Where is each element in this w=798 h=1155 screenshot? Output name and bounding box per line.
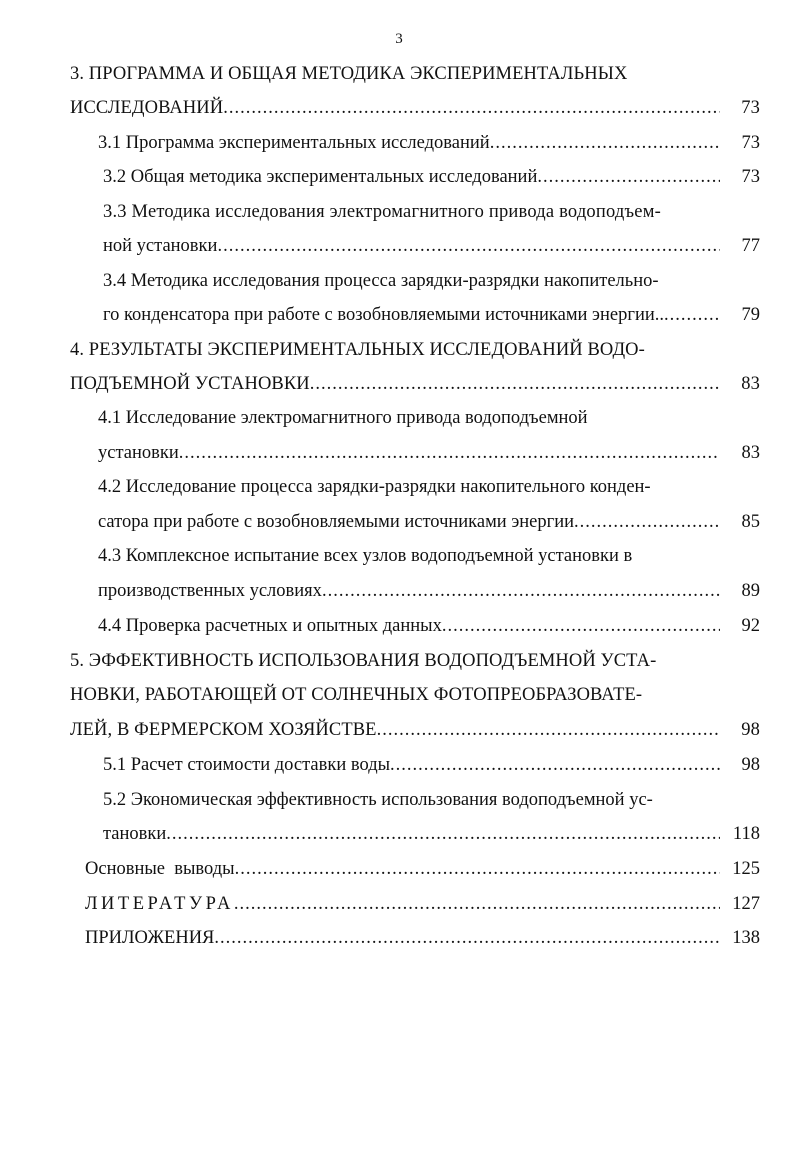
toc-entry-chapter-5[interactable] bbox=[70, 714, 760, 746]
toc-entry-text: ПРИЛОЖЕНИЯ bbox=[85, 928, 215, 948]
dot-leader bbox=[217, 230, 720, 262]
toc-entry-literature[interactable] bbox=[85, 888, 760, 920]
toc-page-number: 79 bbox=[741, 305, 760, 325]
toc-entry-4-2-title: 4.2 Исследование процесса зарядки-разрядки накопительного конден- bbox=[98, 477, 651, 497]
toc-page-number: 98 bbox=[741, 755, 760, 775]
toc-entry-appendices[interactable] bbox=[85, 922, 760, 954]
toc-entry-text: 4.4 Проверка расчетных и опытных данных bbox=[98, 616, 442, 636]
toc-entry-text: производственных условиях bbox=[98, 581, 322, 601]
dot-leader bbox=[390, 749, 720, 781]
toc-chapter-4-title: 4. РЕЗУЛЬТАТЫ ЭКСПЕРИМЕНТАЛЬНЫХ ИССЛЕДОВАНИЙ ВОДО- bbox=[70, 340, 645, 360]
toc-entry-text: ПОДЪЕМНОЙ УСТАНОВКИ bbox=[70, 374, 310, 394]
toc-entry-4-3-title: 4.3 Комплексное испытание всех узлов водоподъемной установки в bbox=[98, 546, 633, 566]
toc-page-number: 89 bbox=[741, 581, 760, 601]
toc-entry-4-1[interactable] bbox=[98, 437, 760, 469]
toc-page-number: 118 bbox=[732, 824, 760, 844]
toc-chapter-5-title: 5. ЭФФЕКТИВНОСТЬ ИСПОЛЬЗОВАНИЯ ВОДОПОДЪЕМНОЙ УСТА- bbox=[70, 651, 657, 671]
toc-page-number: 125 bbox=[732, 859, 760, 879]
toc-entry-text: ИССЛЕДОВАНИЙ bbox=[70, 98, 224, 118]
toc-entry-3-3-title: 3.3 Методика исследования электромагнитного привода водоподъем- bbox=[103, 202, 661, 222]
dot-leader bbox=[664, 299, 720, 331]
page-number: 3 bbox=[395, 31, 403, 47]
toc-entry-5-1[interactable] bbox=[103, 749, 760, 781]
toc-entry-text: сатора при работе с возобновляемыми источниками энергии bbox=[98, 512, 575, 532]
dot-leader bbox=[490, 127, 720, 159]
dot-leader bbox=[179, 437, 720, 469]
toc-page-number: 73 bbox=[741, 98, 760, 118]
dot-leader bbox=[377, 714, 720, 746]
toc-entry-text: 3.1 Программа экспериментальных исследований bbox=[98, 133, 490, 153]
toc-page-number: 127 bbox=[732, 894, 760, 914]
dot-leader bbox=[442, 610, 720, 642]
toc-page-number: 73 bbox=[741, 133, 760, 153]
toc-entry-3-4-title: 3.4 Методика исследования процесса зарядки-разрядки накопительно- bbox=[103, 271, 659, 291]
toc-entry-text: ЛЕЙ, В ФЕРМЕРСКОМ ХОЗЯЙСТВЕ bbox=[70, 720, 377, 740]
toc-entry-chapter-4[interactable] bbox=[70, 368, 760, 400]
dot-leader bbox=[537, 161, 720, 193]
dot-leader bbox=[214, 922, 720, 954]
toc-page-number: 73 bbox=[741, 167, 760, 187]
dot-leader bbox=[322, 575, 720, 607]
toc-entry-3-2[interactable] bbox=[103, 161, 760, 193]
toc-page-number: 77 bbox=[741, 236, 760, 256]
toc-chapter-5-title-cont: НОВКИ, РАБОТАЮЩЕЙ ОТ СОЛНЕЧНЫХ ФОТОПРЕОБРАЗОВАТЕ- bbox=[70, 685, 643, 705]
toc-entry-4-3[interactable] bbox=[98, 575, 760, 607]
dot-leader bbox=[166, 818, 720, 850]
toc-entry-3-4[interactable] bbox=[103, 299, 760, 331]
toc-entry-text: го конденсатора при работе с возобновляемыми источниками энергии.. bbox=[103, 305, 664, 325]
toc-chapter-3-title: 3. ПРОГРАММА И ОБЩАЯ МЕТОДИКА ЭКСПЕРИМЕНТАЛЬНЫХ bbox=[70, 64, 628, 84]
toc-page-number: 83 bbox=[741, 374, 760, 394]
toc-page-number: 98 bbox=[741, 720, 760, 740]
toc-entry-chapter-3[interactable] bbox=[70, 92, 760, 124]
toc-page-number: 83 bbox=[741, 443, 760, 463]
dot-leader bbox=[223, 92, 720, 124]
dot-leader bbox=[310, 368, 720, 400]
toc-page-number: 138 bbox=[732, 928, 760, 948]
toc-entry-text: тановки bbox=[103, 824, 167, 844]
toc-entry-text: установки bbox=[98, 443, 179, 463]
toc-page-number: 85 bbox=[741, 512, 760, 532]
toc-entry-3-3[interactable] bbox=[103, 230, 760, 262]
toc-entry-text: ной установки bbox=[103, 236, 218, 256]
toc-entry-conclusions[interactable] bbox=[85, 853, 760, 885]
toc-entry-5-2-title: 5.2 Экономическая эффективность использования водоподъемной ус- bbox=[103, 790, 653, 810]
toc-page-number: 92 bbox=[741, 616, 760, 636]
toc-entry-text: Основные выводы bbox=[85, 859, 235, 879]
toc-entry-4-1-title: 4.1 Исследование электромагнитного привода водоподъемной bbox=[98, 408, 588, 428]
toc-entry-5-2[interactable] bbox=[103, 818, 760, 850]
dot-leader bbox=[574, 506, 720, 538]
toc-entry-4-2[interactable] bbox=[98, 506, 760, 538]
toc-entry-3-1[interactable] bbox=[98, 127, 760, 159]
toc-entry-text: 5.1 Расчет стоимости доставки воды bbox=[103, 755, 391, 775]
dot-leader bbox=[235, 853, 720, 885]
toc-entry-text: 3.2 Общая методика экспериментальных исследований bbox=[103, 167, 538, 187]
toc-entry-4-4[interactable] bbox=[98, 610, 760, 642]
toc-entry-text: ЛИТЕРАТУРА bbox=[85, 894, 234, 914]
dot-leader bbox=[234, 888, 720, 920]
